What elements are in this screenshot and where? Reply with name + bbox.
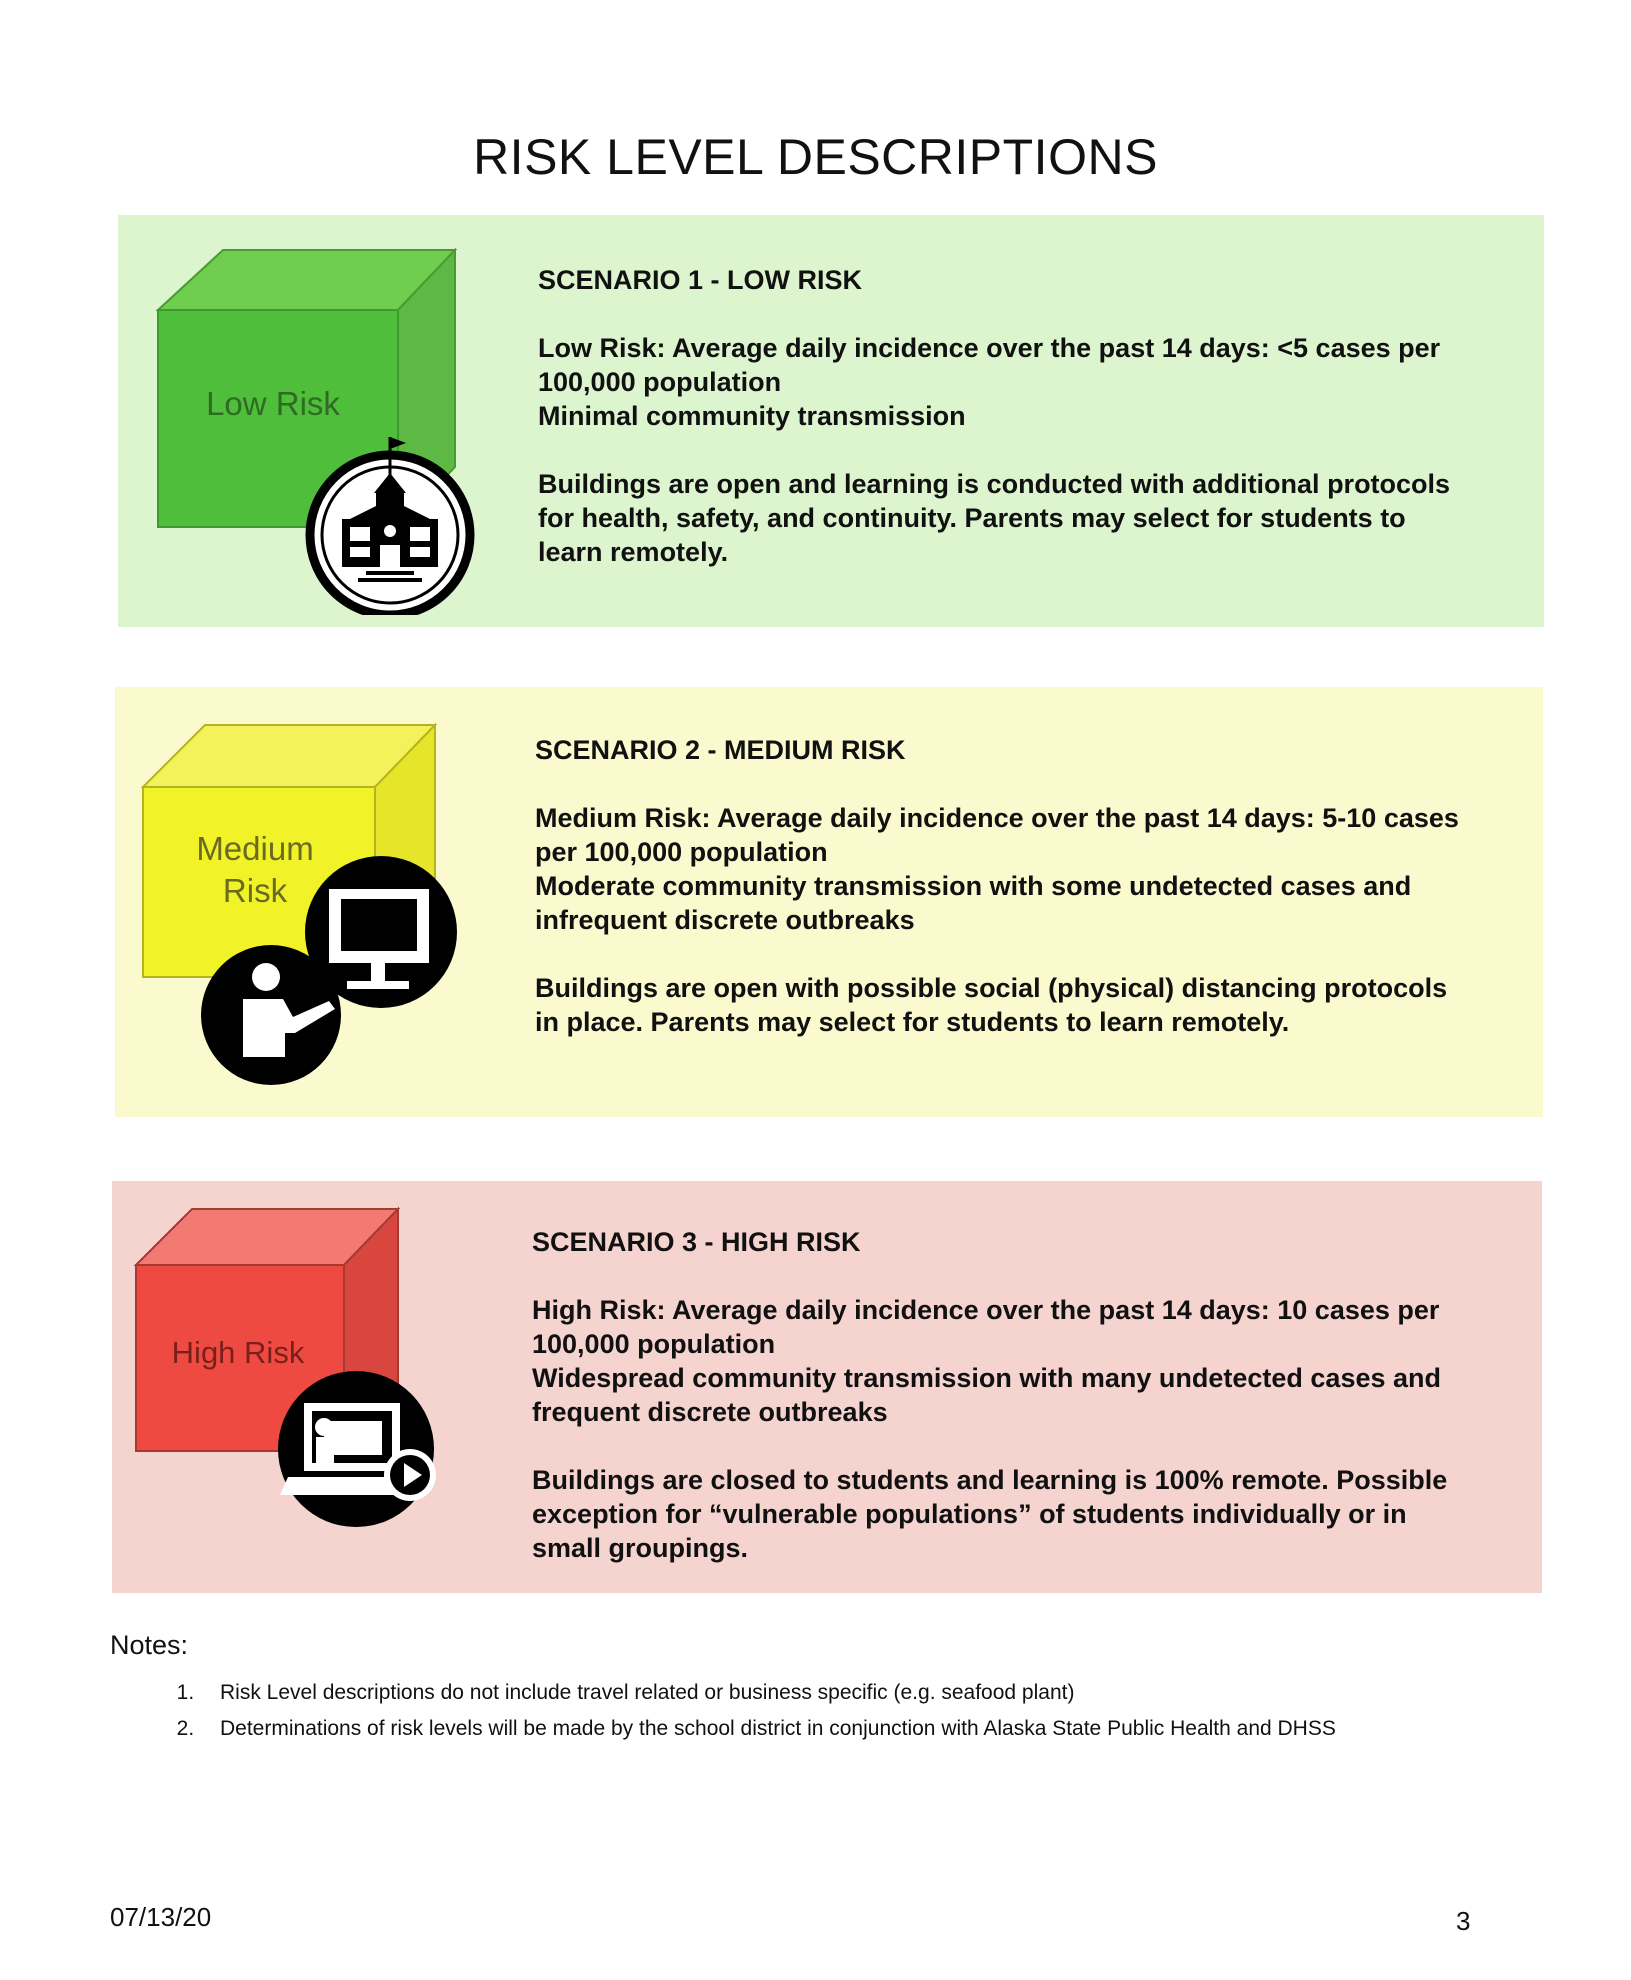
protocol-line: small groupings. bbox=[532, 1533, 749, 1563]
protocol-line: Buildings are closed to students and learning is 100% remote. Possible bbox=[532, 1465, 1448, 1495]
scenario-high-panel bbox=[112, 1181, 1542, 1593]
medium-risk-cube-graphic bbox=[115, 687, 515, 1107]
protocol-line: learn remotely. bbox=[538, 537, 729, 567]
cube-label: Risk bbox=[222, 872, 288, 909]
transmission-line: Minimal community transmission bbox=[538, 401, 966, 431]
scenario-heading: SCENARIO 3 - HIGH RISK bbox=[532, 1227, 861, 1257]
incidence-line: per 100,000 population bbox=[535, 837, 828, 867]
notes-section bbox=[110, 1630, 1336, 1747]
scenario-heading: SCENARIO 1 - LOW RISK bbox=[538, 265, 863, 295]
scenario-medium-text bbox=[535, 733, 1459, 1039]
note-item: 1. Risk Level descriptions do not include travel related or business specific (e.g. seafood plant) bbox=[200, 1675, 1336, 1711]
incidence-line: High Risk: Average daily incidence over the past 14 days: 10 cases per bbox=[532, 1295, 1440, 1325]
remote-video-lesson-icon bbox=[278, 1371, 436, 1527]
scenario-low-text bbox=[538, 263, 1450, 569]
note-item: 2. Determinations of risk levels will be made by the school district in conjunction with Alaska State Public Health and DHSS bbox=[200, 1711, 1336, 1747]
high-risk-cube-graphic bbox=[112, 1181, 512, 1591]
incidence-line: Medium Risk: Average daily incidence over the past 14 days: 5-10 cases bbox=[535, 803, 1459, 833]
footer-date: 07/13/20 bbox=[110, 1902, 212, 1932]
protocol-line: Buildings are open and learning is conducted with additional protocols bbox=[538, 469, 1451, 499]
scenario-medium-panel bbox=[115, 687, 1543, 1117]
incidence-line: 100,000 population bbox=[532, 1329, 776, 1359]
protocol-line: Buildings are open with possible social (physical) distancing protocols bbox=[535, 973, 1448, 1003]
cube-label: Medium bbox=[196, 830, 314, 867]
transmission-line: infrequent discrete outbreaks bbox=[535, 905, 915, 935]
notes-title: Notes: bbox=[110, 1630, 189, 1660]
cube-label: Low Risk bbox=[206, 385, 340, 422]
protocol-line: exception for “vulnerable populations” of students individually or in bbox=[532, 1499, 1407, 1529]
scenario-heading: SCENARIO 2 - MEDIUM RISK bbox=[535, 735, 906, 765]
transmission-line: Moderate community transmission with some undetected cases and bbox=[535, 871, 1412, 901]
protocol-line: in place. Parents may select for students to learn remotely. bbox=[535, 1007, 1290, 1037]
incidence-line: Low Risk: Average daily incidence over the past 14 days: <5 cases per bbox=[538, 333, 1441, 363]
incidence-line: 100,000 population bbox=[538, 367, 782, 397]
page-title: RISK LEVEL DESCRIPTIONS bbox=[473, 129, 1158, 185]
transmission-line: frequent discrete outbreaks bbox=[532, 1397, 888, 1427]
scenario-low-panel bbox=[118, 215, 1544, 627]
scenario-high-text bbox=[532, 1225, 1447, 1565]
notes-list bbox=[110, 1675, 1336, 1747]
page-number: 3 bbox=[1456, 1906, 1471, 1936]
protocol-line: for health, safety, and continuity. Parents may select for students to bbox=[538, 503, 1406, 533]
low-risk-cube-graphic bbox=[118, 215, 518, 615]
cube-label: High Risk bbox=[171, 1335, 305, 1370]
transmission-line: Widespread community transmission with many undetected cases and bbox=[532, 1363, 1441, 1393]
